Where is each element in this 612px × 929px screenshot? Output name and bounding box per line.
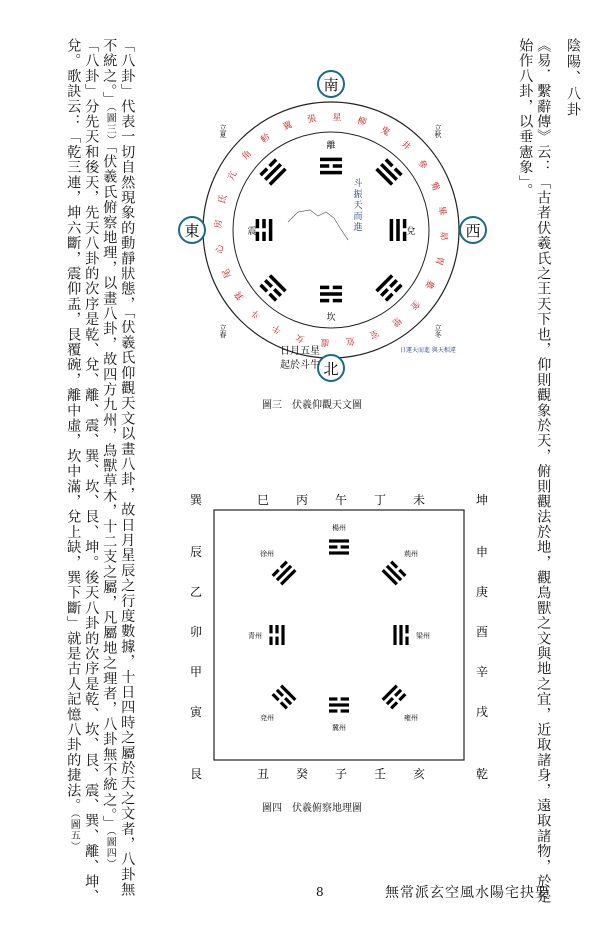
right-col-label: 辛 <box>475 665 489 679</box>
ring-character: 角 <box>240 148 255 163</box>
ring-character: 星 <box>332 112 342 124</box>
north-marker <box>318 355 344 381</box>
corner-label: 乾 <box>475 767 489 781</box>
ring-character: 井 <box>398 139 413 154</box>
province-label: 梁州 <box>416 632 430 640</box>
province-label: 荊州 <box>404 550 418 558</box>
ring-character: 亢 <box>226 169 240 183</box>
left-col-label: 甲 <box>189 665 203 679</box>
center-label-char: 而 <box>353 212 363 222</box>
ring-character: 危 <box>344 334 356 347</box>
south-marker <box>318 71 344 97</box>
left-col-label: 乙 <box>189 585 203 599</box>
west-marker <box>460 217 486 243</box>
figure-3-diagram <box>168 62 508 392</box>
figure-3-caption: 圖三 伏羲仰觀天文圖 <box>262 400 362 411</box>
ring-character: 鬼 <box>378 125 392 139</box>
corner-label: 巽 <box>189 493 203 507</box>
province-label: 兗州 <box>260 714 274 722</box>
west-label: 西 <box>465 222 481 240</box>
body-text: 兌。歌訣云：「乾三連，坤六斷，震仰盂，艮覆碗，離中虛，坎中滿，兌上缺，巽下斷」就是古人記憶八卦的捷法。 <box>65 38 82 814</box>
province-label: 楊州 <box>332 524 346 532</box>
ring-character: 軫 <box>259 132 273 146</box>
body-text: 「伏羲氏俯察地理，以畫八卦，故四方九州，鳥獸草木，十二支之屬，凡屬地之理者，八卦無不統之。」 <box>101 145 118 831</box>
ring-character: 箕 <box>233 288 247 302</box>
figure-ref: （圖四） <box>104 830 116 870</box>
body-column-5: 「八卦」分先天和後天，先天八卦的次序是乾、兌、離、震、巽、坎、艮、坤。後天八卦的次序是乾、坎、艮、震、巽、離、坤、 <box>83 38 100 905</box>
side-note: 日運天而進 與天相違 <box>400 347 456 354</box>
ring-character: 張 <box>306 113 318 126</box>
trigram-glyph <box>320 286 342 303</box>
province-label: 冀州 <box>332 724 346 732</box>
trigram-name-left: 震 <box>247 227 257 237</box>
section-title: 陰陽、八卦 <box>565 38 581 118</box>
bottom-row-label: 子 <box>334 767 348 781</box>
body-column-2: 始作八卦，以垂憲象」。 <box>517 38 534 199</box>
figure-4-diagram <box>178 482 498 794</box>
ring-character: 觜 <box>427 180 441 193</box>
corner-label: 坤 <box>475 493 489 507</box>
book-title: 無常派玄空風水陽宅抉要 <box>385 885 550 901</box>
trigram-glyph <box>256 219 273 241</box>
east-marker <box>179 217 205 243</box>
right-col-label: 庚 <box>475 585 489 599</box>
center-label-char: 天 <box>353 201 363 211</box>
corner-label-bottom-left: 立春 <box>219 324 227 338</box>
trigram-glyph <box>382 685 407 710</box>
bottom-row-label: 亥 <box>412 767 426 781</box>
province-label: 雍州 <box>404 714 418 722</box>
ring-character: 女 <box>294 331 307 344</box>
center-label-char: 進 <box>353 223 363 233</box>
body-column-1: 《易．繫辭傳》云：「古者伏羲氏之王天下也，仰則觀象於天，俯則觀法於地，觀鳥獸之文與地之宜，近取諸身，遠取諸物，於是 <box>535 38 552 905</box>
earthly-branch-labels <box>190 492 488 781</box>
left-col-label: 辰 <box>189 545 203 559</box>
corner-label: 艮 <box>189 767 203 781</box>
ring-character: 畢 <box>435 205 448 217</box>
figure-4-caption: 圖四 伏羲俯察地理圖 <box>262 803 362 814</box>
ring-character: 斗 <box>249 306 264 321</box>
figure-ref: （圖五） <box>68 813 80 853</box>
trigram-set <box>269 539 408 712</box>
trigram-set <box>256 158 407 303</box>
top-row-label: 巳 <box>256 493 270 507</box>
trigram-glyph <box>259 274 286 301</box>
bottom-row-label: 癸 <box>295 767 309 781</box>
trigram-glyph <box>375 274 402 301</box>
top-row-label: 午 <box>334 493 348 507</box>
right-col-label: 酉 <box>475 625 489 639</box>
ring-character: 翼 <box>281 120 294 134</box>
ring-character: 尾 <box>221 267 235 280</box>
body-text: 不統之。」 <box>101 38 118 107</box>
trigram-glyph <box>320 158 342 175</box>
trigram-name-bottom: 坎 <box>326 313 336 323</box>
ring-character: 房 <box>213 219 225 229</box>
ring-character: 胃 <box>432 254 445 267</box>
corner-label-top-right: 立秋 <box>434 124 442 138</box>
ring-character: 牛 <box>270 321 284 335</box>
trigram-glyph <box>329 697 349 712</box>
trigram-glyph <box>329 539 349 554</box>
bottom-row-label: 壬 <box>373 767 387 781</box>
right-col-label: 申 <box>475 545 489 559</box>
corner-label-top-left: 立夏 <box>219 124 227 138</box>
top-row-label: 未 <box>412 493 426 507</box>
body-column-3: 「八卦」代表一切自然現象的動靜狀態，「伏羲氏仰觀天文以畫八卦，故日月星辰之行度數據，十日四時之屬於天之文者，八卦無 <box>119 38 136 898</box>
top-row-label: 丙 <box>295 493 309 507</box>
left-col-label: 卯 <box>189 625 203 639</box>
body-column-4 <box>102 38 116 870</box>
trigram-name-top: 離 <box>326 141 336 151</box>
center-label-char: 斗 <box>353 179 363 189</box>
center-label <box>353 177 362 233</box>
trigram-glyph <box>382 561 407 586</box>
ring-character: 參 <box>415 158 429 172</box>
trigram-glyph <box>272 685 297 710</box>
trigram-name-right: 兌 <box>406 227 416 237</box>
corner-label-bottom-right: 立冬 <box>434 324 442 338</box>
ring-character: 昴 <box>437 231 449 241</box>
ring-character: 柳 <box>355 116 368 129</box>
trigram-glyph <box>393 625 408 645</box>
center-label-char: 振 <box>353 190 363 200</box>
figure-ref: （圖三） <box>104 106 116 146</box>
top-row-label: 丁 <box>373 493 387 507</box>
bottom-label-2: 起於斗牛 <box>280 360 320 371</box>
ring-character: 奎 <box>407 297 422 312</box>
ring-character: 虛 <box>320 336 330 348</box>
ring-character: 婁 <box>422 277 436 291</box>
left-col-label: 寅 <box>189 705 203 719</box>
east-label: 東 <box>184 222 200 240</box>
north-label: 北 <box>323 360 339 378</box>
trigram-glyph <box>269 625 284 645</box>
province-label: 徐州 <box>260 550 274 558</box>
trigram-glyph <box>390 219 407 241</box>
right-col-label: 戌 <box>475 705 489 719</box>
south-label: 南 <box>323 76 339 94</box>
ring-character: 心 <box>214 243 227 255</box>
page-number: 8 <box>316 885 324 899</box>
bottom-label-1: 日月五星 <box>280 346 320 357</box>
bottom-row-label: 丑 <box>256 767 270 781</box>
ring-character: 氐 <box>217 193 230 206</box>
province-label: 青州 <box>248 632 262 640</box>
big-dipper <box>288 210 348 240</box>
body-column-6 <box>66 38 80 852</box>
trigram-glyph <box>375 158 402 185</box>
trigram-glyph <box>272 561 297 586</box>
ring-character: 室 <box>368 326 381 340</box>
ring-character: 壁 <box>389 314 403 328</box>
trigram-glyph <box>259 158 286 185</box>
